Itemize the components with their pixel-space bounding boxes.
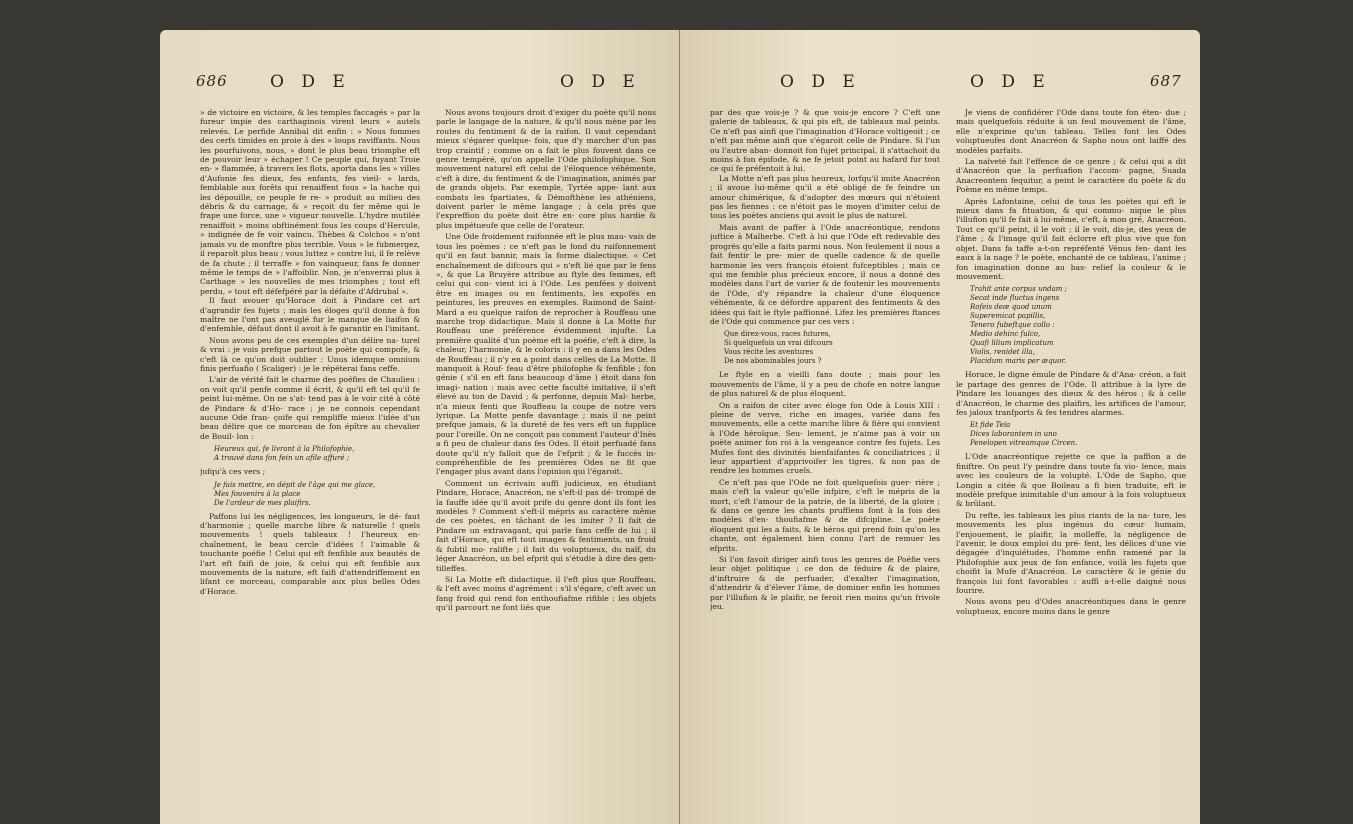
verse-line: Tenero fubeftque collo :	[970, 321, 1055, 330]
paragraph: Une Ode froidement raifonnée eft le plus mau- vais de tous les poèmes : ce n'eft pas le fond du raifonnement qu'il en faut bannir, mais la forme dialectique. « Cet enchaînement de difcours qui » n'eft lié que par le fens », & que La Bruyère attribue au ftyle des femmes, eft celui qui con- vient ici à l'Ode. Les penfées y doivent être en images ou en fentiments, les expofés en peintures, les preuves en exemples. Raimond de Saint-Mard a eu quelque raifon de reprocher à Rouffeau une marche trop didactique. Mais il donne à La Motte fur Rouffeau une préférence évidemment injufte. La première qualité d'un poème eft la poéfie, c'eft à dire, la chaleur, l'harmonie, & le coloris : il y en a dans les Odes de Rouffeau ; il n'y en a point dans celles de La Motte. Il manquoit à Rouf- feau d'être philofophe & fenfible ; fon génie ( s'il en eft fans beaucoup d'âme ) étoit dans fon imagi- nation : mais avec cette faculté imitative, il s'eft élevé au ton de David ; & perfonne, depuis Mal- herbe, n'a mieux fenti que Rouffeau la coupe de notre vers lyrique. La Motte penfe davantage ; mais il ne peint prefque jamais, & la dureté de fes vers eft un fupplice pour l'oreille. On ne conçoit pas comment l'auteur d'Inès a fi peu de chaleur dans fes Odes. Il étoit perfuadé fans doute qu'il n'y falloit que de l'efprit ; & le fuccès in- compréhenfible de fes premières Odes ne fit que l'engager plus avant dans l'opinion qui l'égaroit.	[436, 232, 656, 477]
verse-line: Dices laborantem in uno	[970, 430, 1057, 439]
paragraph: Du refte, les tableaux les plus riants de la na- ture, les mouvements les plus ingénus du cœur humain, l'enjouement, le plaifir, la molleffe, la négligence de l'avenir, le doux emploi du pré- fent, les délices d'une vie dégagée d'inquiétudes, l'homme enfin ramené par la Philofophie aux jeux de fon enfance, voilà les fujets que choifit la Mufe d'Anacréon. Le caractère & le génie du françois lui font favorables : auffi a-t-elle daigné nous fourire.	[956, 510, 1186, 596]
paragraph: Après Lafontaine, celui de tous les poètes qui eft le mieux dans fa fituation, & qui commu- nique le plus l'illufion qu'il fe fait à lui-même, c'eft, à mon gré, Anacréon. Tout ce qu'il peint, il le voit ; il le voit, dis-je, des yeux de l'âme ; & l'image qu'il fait éclorre eft plus vive que fon objet. Dans fa taffe a-t-on repréfenté Vénus fen- dant les eaux à la nage ? le poète, enchanté de ce tableau, l'anime ; fon imagination donne au bas- relief la couleur & le mouvement.	[956, 196, 1186, 281]
right-column-2	[956, 108, 1186, 816]
verse-line: Rofeis deæ quod unum	[970, 303, 1052, 312]
verse-line: Que direz-vous, races futures,	[724, 330, 831, 339]
paragraph: Horace, le digne émule de Pindare & d'Ana- créon, a fait le partage des genres de l'Ode. Il attribue à la lyre de Pindare les louanges des dieux & des héros ; & à celle d'Anacréon, le charme des plaifirs, les artifices de l'amour, fes jaloux tranfports & fes tendres alarmes.	[956, 370, 1186, 417]
paragraph: Le ftyle en a vieilli fans doute ; mais pour les mouvements de l'âme, il y a peu de chofe en notre langue de plus naturel & de plus éloquent.	[710, 370, 940, 399]
right-running-title-2: O D E	[970, 72, 1051, 92]
paragraph: Ce n'eft pas que l'Ode ne foit quelquefois guer- rière ; mais c'eft la valeur qu'elle infpire, c'eft le mépris de la mort, c'eft l'amour de la patrie, de la liberté, de la gloire ; & dans ce genre les chants pruffiens font à la fois des modèles d'en- thoufiafme & de difcipline. Le poète éloquent qui les a faits, & le héros qui prend foin qu'on les chante, ont également bien connu l'art de remuer les efprits.	[710, 477, 940, 553]
paragraph: par des que vois-je ? & que vois-je encore ? C'eft une galerie de tableaux, & qui pis eft, de tableaux mal peints. Ce n'eft pas ainfi que l'imagination d'Horace voltigeoit ; ce n'eft pas même ainfi que s'égaroit celle de Pindare. Si l'un ou l'autre aban- donnoit fon fujet principal, il s'attachoit du moins à fon épifode, & ne fe jetoit point au hafard fur tout ce qui fe préfentoit à lui.	[710, 108, 940, 174]
left-page-number: 686	[196, 72, 228, 90]
paragraph: Comment un écrivain auffi judicieux, en étudiant Pindare, Horace, Anacréon, ne s'eft-il pas dé- trompé de la fauffe idée qu'il avoit prife du genre dont ils font les modèles ? Comment s'eft-il mépris au caractère même de ces poètes, en tâchant de les imiter ? Il fait de Pindare un extravagant, qui parle fans ceffe de lui ; il fait d'Horace, qui eft tout images & fentiments, un froid & fubtil mo- ralifte ; il fait du voluptueux, du naïf, du léger Anacréon, un bel efprit qui s'étudie à dire des gen- tilleffes.	[436, 478, 656, 573]
verse-line: Quafi lilium implicatum	[970, 339, 1054, 348]
paragraph: La naïveté fait l'effence de ce genre ; & celui qui a dit d'Anacréon que la perfuafion l'accom- pagne, Suada Anacreontem fequitur, a peint le caractère du poète & du Poème en même temps.	[956, 157, 1186, 195]
left-column-2	[436, 108, 656, 816]
verse-line: Medio dehinc fulco,	[970, 330, 1041, 339]
verse-line: Et fide Teïa	[970, 421, 1011, 430]
verse-line: De l'ardeur de mes plaifirs.	[214, 498, 311, 507]
left-running-title-2: O D E	[560, 72, 641, 92]
left-running-head	[160, 72, 680, 96]
paragraph: Nous avons toujours droit d'exiger du poète qu'il nous parle le langage de la nature, & qu'il nous mène par les routes du fentiment & de la raifon. Il vaut cependant mieux s'égarer quelque- fois, que d'y marcher d'un pas trop craintif ; comme on a fait le plus fouvent dans ce genre tempéré, qu'on appelle l'Ode philofophique. Son mouvement naturel eft celui de l'éloquence véhémente, c'eft à dire, du fentiment & de l'imagination, animés par de grands objets. Par exemple, Tyrtée appe- lant aux combats les fpartiates, & Démofthène les athéniens, doivent parler le même langage ; à cela près que l'expreffion du poète doit être en- core plus hardie & plus impétueufe que celle de l'orateur.	[436, 108, 656, 230]
verse-quote	[214, 445, 420, 463]
paragraph: jufqu'à ces vers ;	[200, 467, 266, 477]
paragraph: Nous avons peu d'Odes anacréontiques dans le genre voluptueux, encore moins dans le genre	[956, 597, 1186, 616]
verse-line: Placidum maris per æquor.	[970, 357, 1067, 366]
right-page	[680, 30, 1200, 824]
verse-line: Secat inde fluctus ingens	[970, 294, 1060, 303]
left-running-title: O D E	[270, 72, 351, 92]
paragraph: La Motte n'eft pas plus heureux, lorfqu'il imite Anacréon ; il avoue lui-même qu'il a été obligé de fe feindre un amour chimérique, & d'adopter des mœurs qui n'étoient pas les fiennes : ce n'étoit pas le moyen d'imiter celui de tous les poètes anciens qui avoit le plus de naturel.	[710, 173, 940, 221]
verse-line: Trahit ante corpus undam ;	[970, 285, 1068, 294]
verse-quote	[214, 481, 420, 508]
right-running-head	[680, 72, 1200, 96]
verse-quote	[970, 421, 1186, 448]
verse-line: Mes fouvenirs à la place	[214, 489, 301, 498]
verse-line: Heureux qui, fe livrant à la Philofophie,	[214, 445, 355, 454]
paragraph: L'Ode anacréontique rejette ce que la paffion a de finiftre. On peut l'y peindre dans toute fa vio- lence, mais avec les couleurs de la volupté. L'Ode de Sapho, que Longin a citée & que Boileau a fi bien traduite, eft le modèle prefque inimitable d'un amour à la fois voluptueux & brûlant.	[956, 452, 1186, 509]
paragraph: Si l'on favoit diriger ainfi tous les genres de Poéfie vers leur objet politique ; ce don de féduire & de plaire, d'inftruire & de perfuader, d'exalter l'imagination, d'attendrir & d'élever l'âme, de dominer enfin les hommes par l'illufion & le plaifir, ne feroit rien moins qu'un frivole jeu.	[710, 555, 940, 612]
left-page	[160, 30, 680, 824]
paragraph: L'air de vérité fait le charme des poéfies de Chaulieu : on voit qu'il penfe comme il écrit, & qu'il eft tel qu'il fe peint lui-même. On ne s'at- tend pas à le voir cité à côté de Pindare & d'Ho- race ; je ne connois cependant aucune Ode fran- çoife qui rempliffe mieux l'idée d'un beau délire que ce morceau de fon épître au chevalier de Bouil- lon :	[200, 375, 420, 441]
verse-line: De nos abominables jours ?	[724, 357, 822, 366]
paragraph: Je viens de confidérer l'Ode dans toute fon éten- due ; mais quelquefois réduite à un feul mouvement de l'âme, elle n'exprime qu'un tableau. Telles font les Odes voluptueufes dont Anacréon & Sapho nous ont laiffé des modèles parfaits.	[956, 108, 1186, 155]
verse-quote	[970, 285, 1186, 366]
verse-line: Violis, renidet illa,	[970, 348, 1035, 357]
paragraph: Paffons lui les négligences, les longueurs, le dé- faut d'harmonie ; quelle marche libre & naturelle ! quels mouvements ! quels tableaux ! l'heureux en- chaînement, le beau cercle d'idées ! l'aimable & touchante poéfie ! Celui qui eft fenfible aux beautés de l'art eft faifi de joie, & celui qui eft fenfible aux mouvements de la nature, eft faifi d'attendriffement en lifant ce morceau, comparable aux plus belles Odes d'Horace.	[200, 511, 420, 596]
verse-quote	[724, 330, 940, 366]
left-column-1	[200, 108, 420, 816]
open-book	[160, 30, 1200, 824]
paragraph: Si La Motte eft didactique, il l'eft plus que Rouffeau, & l'eft avec moins d'agrément : s'il s'égare, c'eft avec un fang froid qui rend fon enthoufiafme rifible : les objets qu'il parcourt ne font liés que	[436, 574, 656, 613]
verse-line: Si quelquefois un vrai difcours	[724, 339, 833, 348]
paragraph: Il faut avouer qu'Horace doit à Pindare cet art d'agrandir fes fujets ; mais les éloges qu'il donne à fon maître ne l'ont pas aveuglé fur le manque de liaifon & d'enfemble, défaut dont il avoit à fe garantir en l'imitant.	[200, 296, 420, 334]
paragraph: On a raifon de citer avec éloge fon Ode à Louis XIII : pleine de verve, riche en images, variée dans fes mouvements, elle a cette marche libre & fière qui convient à l'Ode héroïque. Seu- lement, je n'aime pas à voir un poète animer fon roi à la vengeance contre fes fujets. Les Mufes font des divinités bienfaifantes & conciliatrices ; il leur appartient d'apprivoifer les tigres, & non pas de rendre les hommes cruels.	[710, 400, 940, 476]
verse-line: Je fais mettre, en dépit de l'âge qui me glace,	[214, 480, 376, 489]
right-column-1	[710, 108, 940, 816]
paragraph: Nous avons peu de ces exemples d'un délire na- turel & vrai : je vois prefque partout le poète qui compofe, & c'eft là ce qu'on doit oublier : Unus idemque omnium finis perfuafio ( Scaliger) : je le répéterai fans ceffe.	[200, 335, 420, 373]
paragraph: » de victoire en victoire, & les temples faccagés » par la fureur impie des carthaginois virent leurs » autels relevés. Le perfide Annibal dit enfin : » Nous fommes des cerfs timides en proie à des » loups raviffants. Nous les pourfuivons, nous, » dont le plus beau triomphe eft de pouvoir leur » échaper ! Ce peuple qui, fuyant Troie en- » flammée, à travers les flots, aporta dans les » villes d'Aufonie fes dieux, fes enfants, fes vieil- » lards, femblable aux forêts qui renaiffent fous » la hache qui les dépouille, ce peuple fe re- » produit au milieu des débris & du carnage, & » reçoit du fer même qui le frape une force, une » vigueur nouvelle. L'hydre mutilée renaiffoit » moins obftinément fous les coups d'Hercule, » indignée de fe voir vaincu. Thèbes & Colchos » n'ont jamais vu de monftre plus terrible. Vous » le fubmergez, il reparoît plus beau ; vous luttez » contre lui, il fe relève de fa chute ; il terraffe » fon vainqueur, fans fe donner même le temps de » l'affoiblir. Non, je n'enverrai plus à Carthage » les nouvelles de mes triomphes ; tout eft perdu, » tout eft défefpéré par la défaite d'Afdrubal ».	[200, 108, 420, 296]
verse-line: Superemicat papillis,	[970, 312, 1046, 321]
verse-line: A trouvé dans fon fein un afile affuré ;	[214, 454, 350, 463]
verse-line: Vous récite les aventures	[724, 348, 814, 357]
right-page-number: 687	[1150, 72, 1182, 90]
paragraph: Mais avant de paffer à l'Ode anacréontique, rendons juftice à Malherbe. C'eft à lui que l'Ode eft redevable des progrès qu'elle a faits parmi nous. Non feulement il nous a fait fentir le pre- mier de quelle cadence & de quelle harmonie les vers françois étoient fufceptibles ; mais ce qui me femble plus précieux encore, il nous a donné des modèles dans l'art de varier & de foutenir les mouvements de l'Ode, d'y répandre la chaleur d'une éloquence véhémente, & ce défordre apparent des fentiments & des idées qui fait le ftyle paffionné. Lifez les premières ftances de l'Ode qui commence par ces vers :	[710, 222, 940, 326]
verse-line: Penelopen vitreamque Circen.	[970, 439, 1078, 448]
right-running-title: O D E	[780, 72, 861, 92]
